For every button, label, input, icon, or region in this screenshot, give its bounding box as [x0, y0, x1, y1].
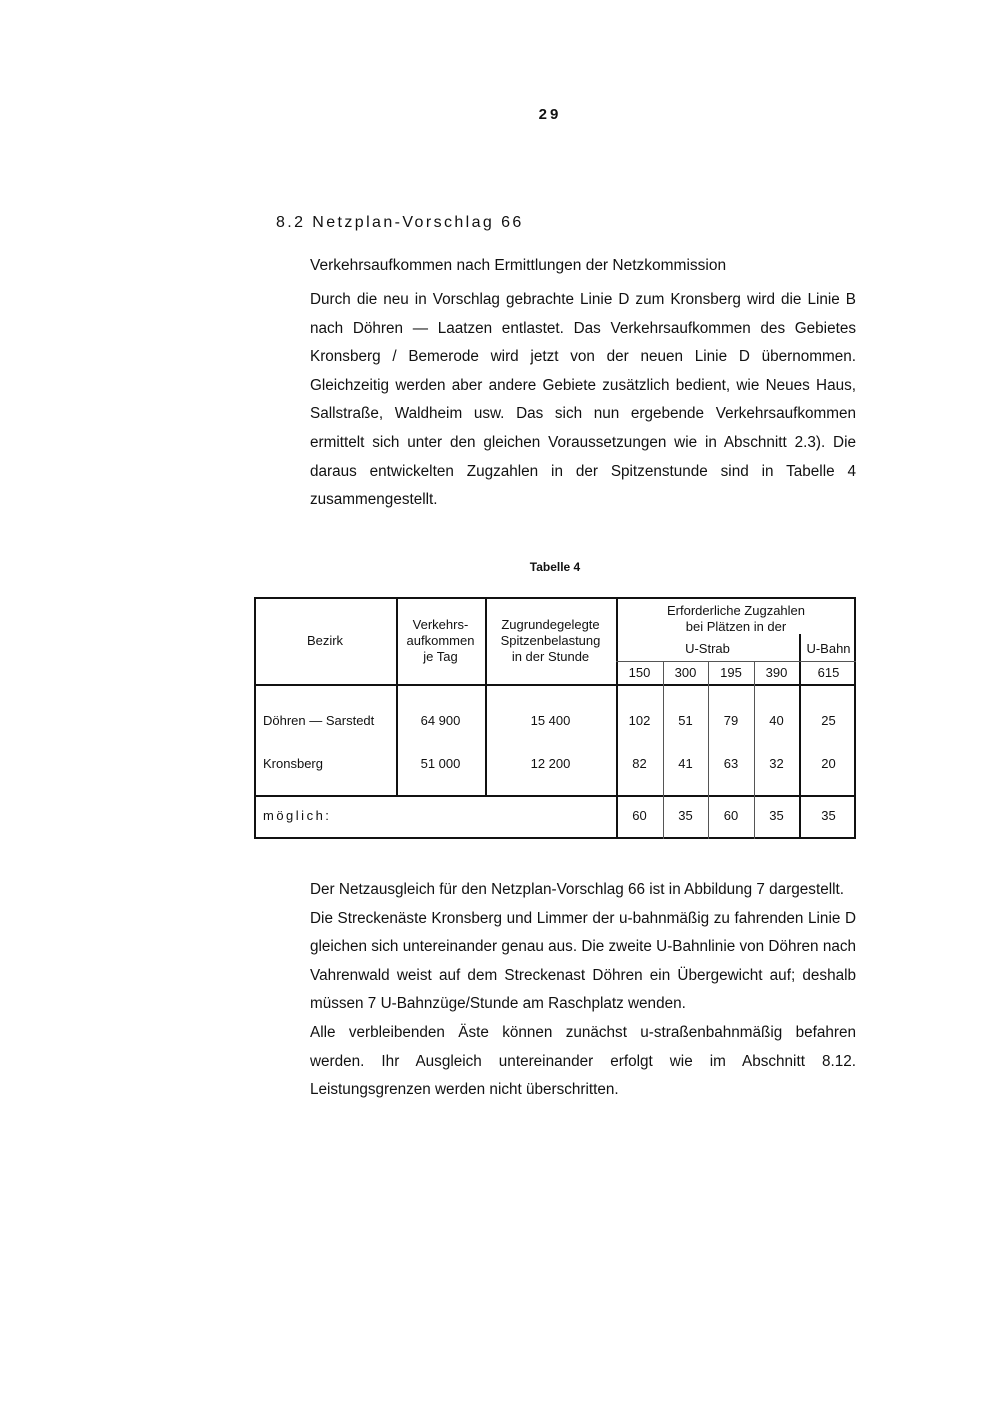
row-value: 102 — [628, 713, 651, 728]
paragraph-aeste: Alle verbleibenden Äste können zunächst u-straßenbahnmäßig befahren werden. Ihr Ausgleich untereinander erfolgt wie im Abschnitt 8.12. Leistungsgrenzen werden nicht überschritten. — [310, 1023, 856, 1099]
header-zugzahlen: Erforderliche Zugzahlen bei Plätzen in der — [666, 603, 806, 634]
header-ubahn: U-Bahn — [806, 641, 851, 656]
footer-value: 35 — [769, 808, 784, 823]
traffic-table — [254, 597, 856, 839]
table-caption: Tabelle 4 — [529, 560, 581, 574]
row-value: 63 — [723, 756, 739, 771]
header-spitze: Zugrundegelegte Spitzenbelastung in der Stunde — [500, 617, 601, 664]
capacity-cell: 300 — [674, 665, 697, 680]
footer-value: 60 — [632, 808, 647, 823]
footer-value: 60 — [723, 808, 739, 823]
capacity-cell: 195 — [720, 665, 742, 680]
footer-value: 35 — [678, 808, 693, 823]
row-value: 20 — [821, 756, 836, 771]
footer-value: 35 — [821, 808, 836, 823]
row-bezirk: Döhren — Sarstedt — [263, 713, 375, 728]
header-verkehr: Verkehrs- aufkommen je Tag — [406, 617, 475, 664]
paragraph-netzausgleich: Der Netzausgleich für den Netzplan-Vorschlag 66 ist in Abbildung 7 dargestellt. — [310, 881, 845, 898]
row-value: 82 — [632, 756, 647, 771]
row-value: 40 — [769, 713, 784, 728]
capacity-cell: 615 — [817, 665, 840, 680]
row-value: 25 — [821, 713, 836, 728]
footer-label: möglich: — [263, 808, 332, 823]
row-value: 41 — [678, 756, 693, 771]
paragraph-streckenaeste: Die Streckenäste Kronsberg und Limmer der u-bahnmäßig zu fahrenden Linie D gleichen sich untereinander genau aus. Die zweite U-Bahnlinie von Döhren nach Vahrenwald weist auf dem Streckenast Döhren ein Übergewicht auf; deshalb müssen 7 U-Bahnzüge/Stunde am Raschplatz wenden. — [310, 909, 856, 1013]
section-heading: 8.2 Netzplan-Vorschlag 66 — [276, 214, 524, 231]
row-value: 79 — [723, 713, 739, 728]
header-bezirk: Bezirk — [306, 633, 344, 648]
page-number: 29 — [538, 106, 562, 123]
row-bezirk: Kronsberg — [263, 756, 323, 771]
header-ustrab: U-Strab — [685, 641, 730, 656]
paragraph-conclusion — [310, 876, 856, 1105]
capacity-cell: 390 — [765, 665, 788, 680]
row-verkehr: 51 000 — [420, 756, 461, 771]
row-verkehr: 64 900 — [420, 713, 461, 728]
row-value: 51 — [678, 713, 693, 728]
row-value: 32 — [769, 756, 784, 771]
row-spitze: 12 200 — [530, 756, 571, 771]
paragraph-intro: Durch die neu in Vorschlag gebrachte Linie D zum Kronsberg wird die Linie B nach Döhren — Laatzen entlastet. Das Verkehrsaufkommen des Gebietes Kronsberg / Bemerode wird jetzt von der neuen Linie D übernommen. Gleichzeitig werden aber andere Gebiete zusätzlich bedient, wie Neues Haus, Sallstraße, Waldheim usw. Das sich nun ergebende Verkehrsaufkommen ermittelt sich unter den gleichen Voraussetzungen wie in Abschnitt 2.3). Die daraus entwickelten Zugzahlen in der Spitzenstunde sind in Tabelle 4 zusammengestellt. — [310, 291, 856, 509]
row-spitze: 15 400 — [530, 713, 571, 728]
subheading: Verkehrsaufkommen nach Ermittlungen der Netzkommission — [310, 257, 727, 274]
capacity-cell: 150 — [628, 665, 651, 680]
